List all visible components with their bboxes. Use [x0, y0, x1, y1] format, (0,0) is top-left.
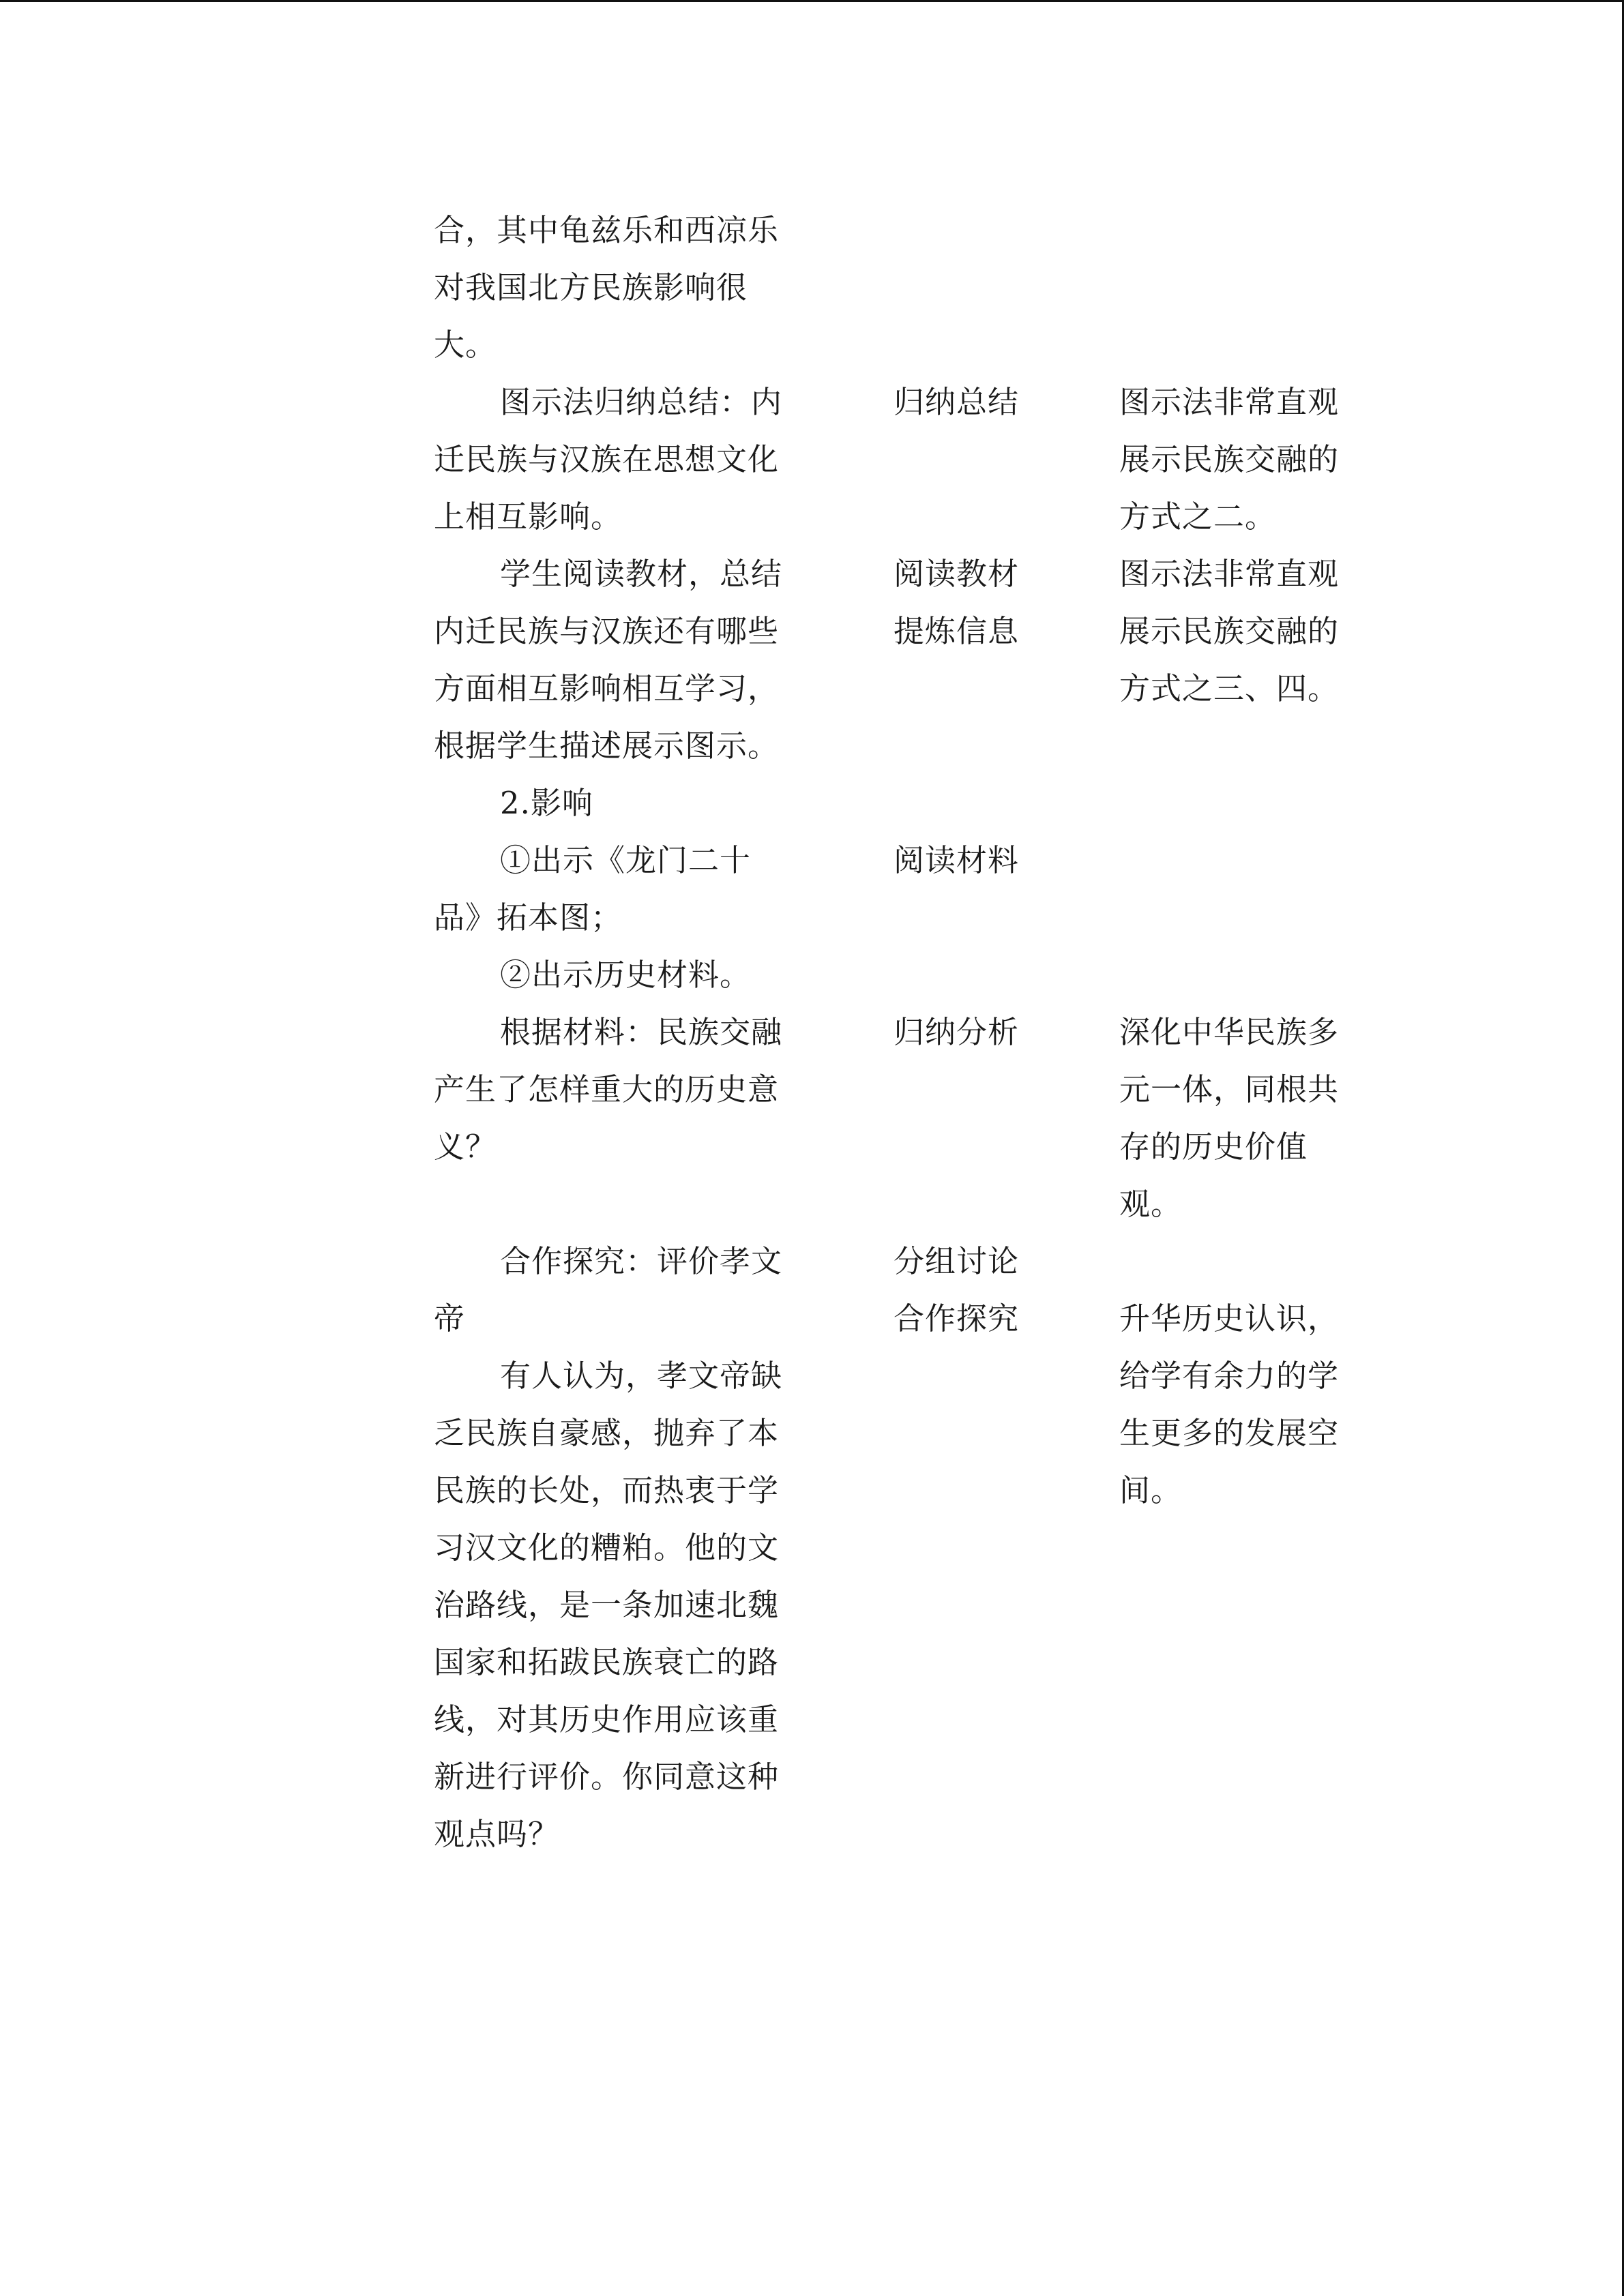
intent-line: 存的历史价值 — [1119, 1129, 1308, 1165]
intent-line: 图示法非常直观 — [1119, 556, 1340, 592]
content-line: 上相互影响。 — [434, 498, 623, 535]
intent-line: 观。 — [1119, 1186, 1183, 1222]
intent-line: 展示民族交融的 — [1119, 613, 1340, 649]
content-line: 图示法归纳总结：内 — [500, 384, 783, 420]
content-line: 义？ — [434, 1129, 497, 1165]
content-line: 根据学生描述展示图示。 — [434, 728, 780, 764]
content-line: 根据材料：民族交融 — [500, 1014, 783, 1050]
intent-line: 元一体，同根共 — [1119, 1071, 1340, 1107]
content-line: 线，对其历史作用应该重 — [434, 1701, 780, 1738]
content-line: 产生了怎样重大的历史意 — [434, 1071, 780, 1107]
activity-line: 阅读材料 — [894, 842, 1020, 878]
activity-line: 阅读教材 — [894, 556, 1020, 592]
content-line: 新进行评价。你同意这种 — [434, 1759, 780, 1795]
intent-line: 深化中华民族多 — [1119, 1014, 1340, 1050]
content-line: 对我国北方民族影响很 — [434, 269, 748, 305]
content-line: 帝 — [434, 1300, 466, 1337]
activity-line: 归纳总结 — [894, 384, 1020, 420]
content-line: 观点吗？ — [434, 1816, 560, 1852]
activity-line: 合作探究 — [894, 1300, 1020, 1337]
content-line: 2.影响 — [500, 785, 593, 821]
content-line: 迁民族与汉族在思想文化 — [434, 441, 780, 477]
intent-line: 方式之三、四。 — [1119, 670, 1340, 706]
content-line: 合，其中龟兹乐和西凉乐 — [434, 212, 780, 248]
page-border-top — [0, 0, 1624, 2]
content-line: 治路线，是一条加速北魏 — [434, 1587, 780, 1623]
content-line: 学生阅读教材，总结 — [500, 556, 783, 592]
content-line: 国家和拓跋民族衰亡的路 — [434, 1644, 780, 1680]
intent-line: 图示法非常直观 — [1119, 384, 1340, 420]
content-line: 品》拓本图； — [434, 899, 623, 936]
activity-line: 分组讨论 — [894, 1243, 1020, 1279]
intent-line: 给学有余力的学 — [1119, 1358, 1340, 1394]
content-line: 乏民族自豪感，抛弃了本 — [434, 1415, 780, 1451]
activity-line: 归纳分析 — [894, 1014, 1020, 1050]
content-line: ②出示历史材料。 — [500, 957, 752, 993]
intent-line: 展示民族交融的 — [1119, 441, 1340, 477]
activity-line: 提炼信息 — [894, 613, 1020, 649]
content-line: 民族的长处，而热衷于学 — [434, 1472, 780, 1508]
content-line: ①出示《龙门二十 — [500, 842, 752, 878]
intent-line: 生更多的发展空 — [1119, 1415, 1340, 1451]
content-line: 大。 — [434, 327, 497, 363]
content-line: 合作探究：评价孝文 — [500, 1243, 783, 1279]
content-line: 方面相互影响相互学习， — [434, 670, 780, 706]
intent-line: 升华历史认识， — [1119, 1300, 1340, 1337]
intent-line: 方式之二。 — [1119, 498, 1277, 535]
content-line: 习汉文化的糟粕。他的文 — [434, 1530, 780, 1566]
content-line: 有人认为，孝文帝缺 — [500, 1358, 783, 1394]
intent-line: 间。 — [1119, 1472, 1183, 1508]
content-line: 内迁民族与汉族还有哪些 — [434, 613, 780, 649]
